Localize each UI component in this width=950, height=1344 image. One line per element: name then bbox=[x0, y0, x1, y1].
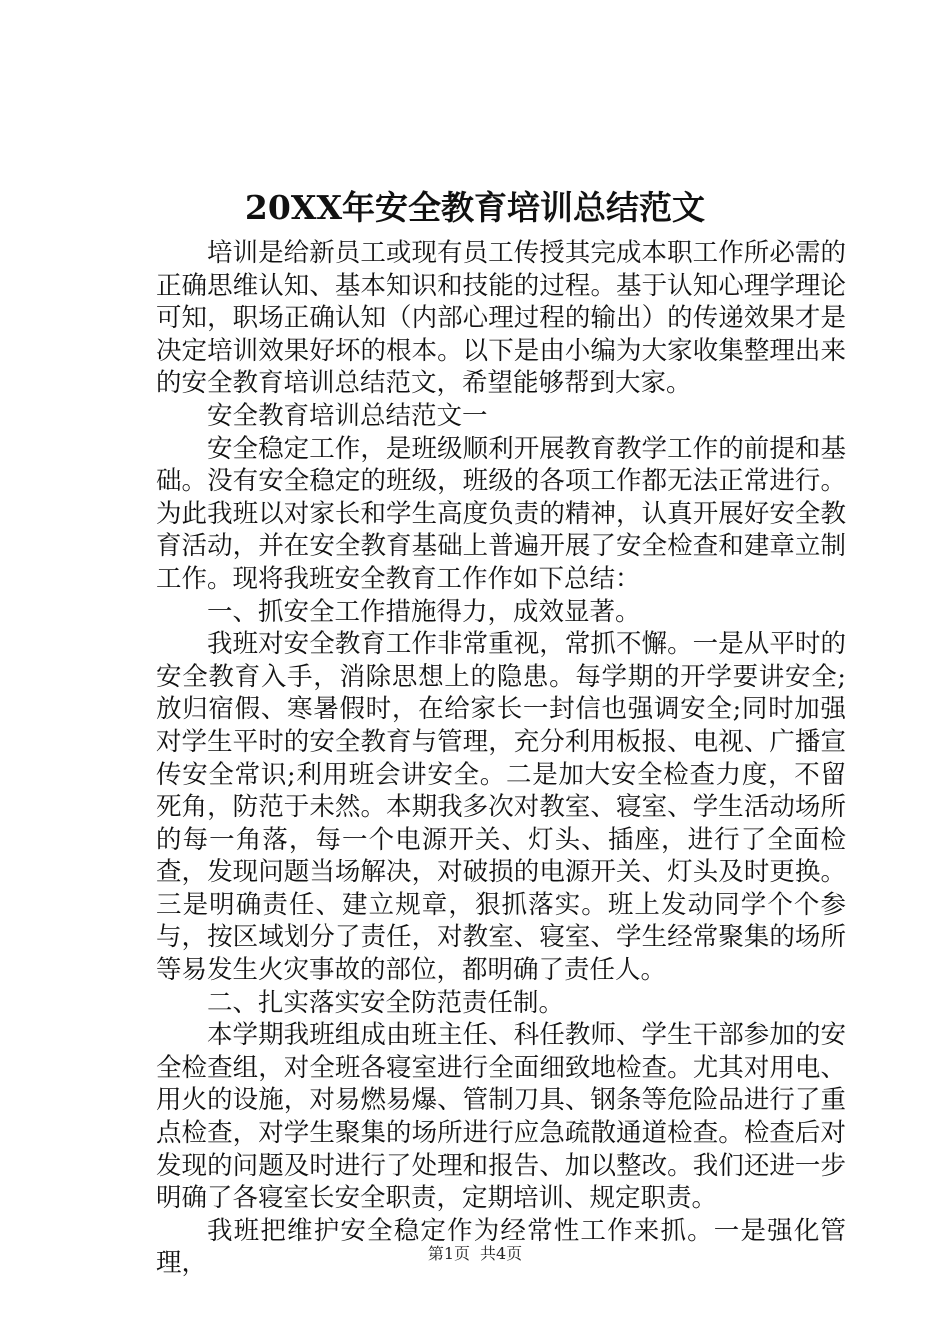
body-paragraph: 我班对安全教育工作非常重视，常抓不懈。一是从平时的安全教育入手，消除思想上的隐患。每学期的开学要讲安全;放归宿假、寒暑假时，在给家长一封信也强调安全;同时加强对学生平时的安全教育与管理，充分利用板报、电视、广播宣传安全常识;利用班会讲安全。二是加大安全检查力度，不留死角，防范于未然。本期我多次对教室、寝室、学生活动场所的每一角落，每一个电源开关、灯头、插座，进行了全面检查，发现问题当场解决，对破损的电源开关、灯头及时更换。三是明确责任、建立规章，狠抓落实。班上发动同学个个参与，按区域划分了责任，对教室、寝室、学生经常聚集的场所等易发生火灾事故的部位，都明确了责任人。 bbox=[156, 629, 846, 986]
body-paragraph: 我班把维护安全稳定作为经常性工作来抓。一是强化管理， bbox=[156, 1215, 846, 1279]
intro-paragraph: 培训是给新员工或现有员工传授其完成本职工作所必需的正确思维认知、基本知识和技能的过程。基于认知心理学理论可知，职场正确认知（内部心理过程的输出）的传递效果才是决定培训效果好坏的根本。以下是由小编为大家收集整理出来的安全教育培训总结范文，希望能够帮到大家。 bbox=[156, 238, 846, 399]
page-total: 共4页 bbox=[480, 1244, 523, 1263]
subsection-heading: 二、扎实落实安全防范责任制。 bbox=[207, 987, 565, 1018]
document-body bbox=[156, 237, 846, 1280]
body-paragraph: 本学期我班组成由班主任、科任教师、学生干部参加的安全检查组，对全班各寝室进行全面细致地检查。尤其对用电、用火的设施，对易燃易爆、管制刀具、钢条等危险品进行了重点检查，对学生聚集的场所进行应急疏散通道检查。检查后对发现的问题及时进行了处理和报告、加以整改。我们还进一步明确了各寝室长安全职责，定期培训、规定职责。 bbox=[156, 1020, 846, 1214]
page-number: 第1页 bbox=[427, 1244, 470, 1263]
section-heading: 安全教育培训总结范文一 bbox=[207, 400, 488, 431]
page-footer bbox=[0, 1244, 950, 1264]
body-paragraph: 安全稳定工作，是班级顺利开展教育教学工作的前提和基础。没有安全稳定的班级，班级的各项工作都无法正常进行。为此我班以对家长和学生高度负责的精神，认真开展好安全教育活动，并在安全教育基础上普遍开展了安全检查和建章立制工作。现将我班安全教育工作作如下总结： bbox=[156, 433, 846, 594]
subsection-heading: 一、抓安全工作措施得力，成效显著。 bbox=[207, 596, 641, 627]
document-title: 20XX年安全教育培训总结范文 bbox=[244, 188, 706, 227]
